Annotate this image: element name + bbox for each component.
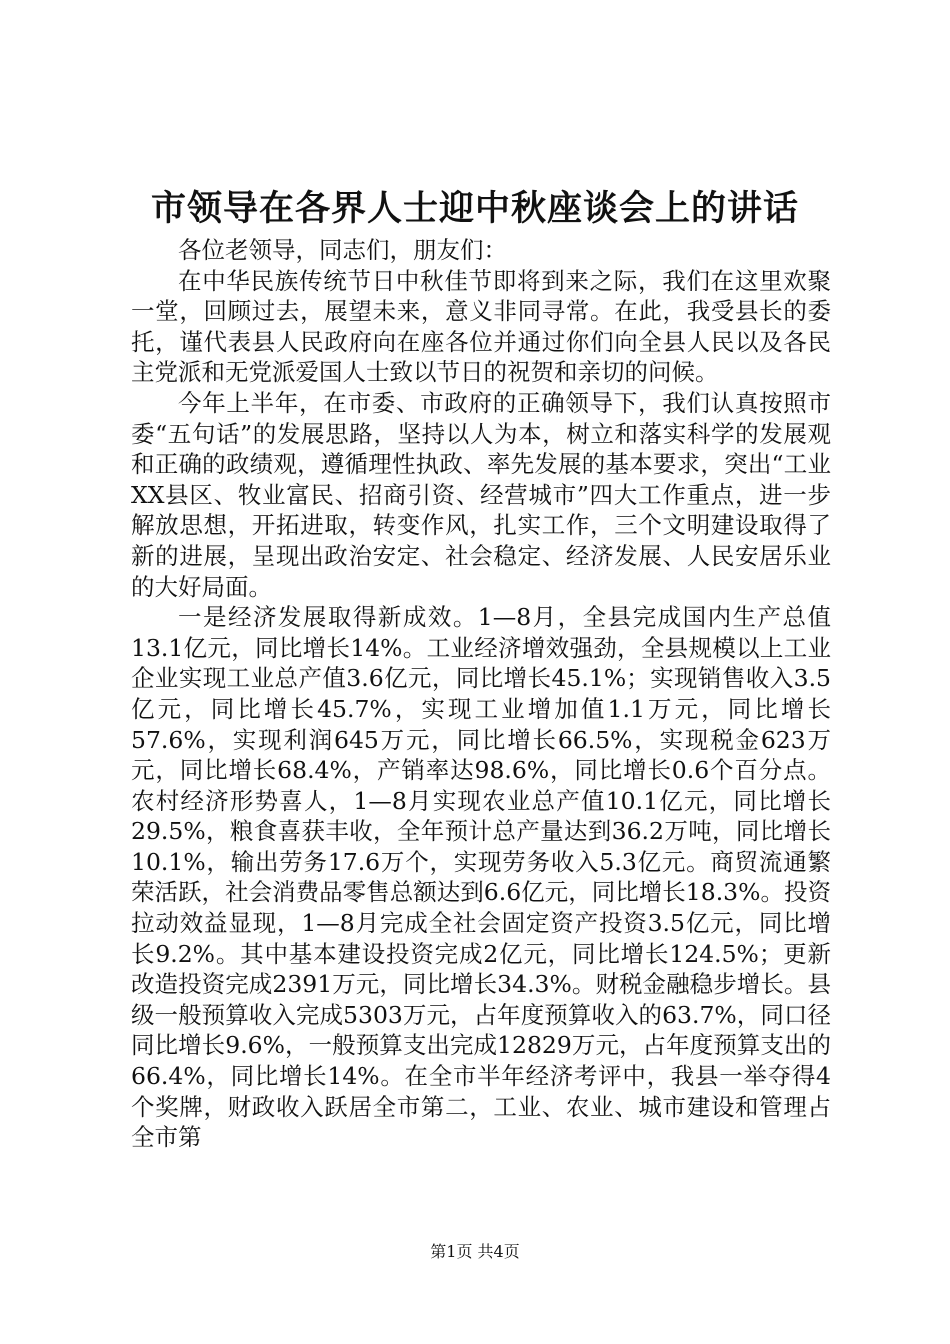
- salutation: 各位老领导，同志们，朋友们：: [178, 236, 507, 264]
- paragraph-summary: 今年上半年，在市委、市政府的正确领导下，我们认真按照市委“五句话”的发展思路，坚持以人为本，树立和落实科学的发展观和正确的政绩观，遵循理性执政、率先发展的基本要求，突出“工业XX县区、牧业富民、招商引资、经营城市”四大工作重点，进一步解放思想，开拓进取，转变作风，扎实工作，三个文明建设取得了新的进展，呈现出政治安定、社会稳定、经济发展、人民安居乐业的大好局面。: [131, 388, 831, 601]
- document-body: [131, 235, 831, 1153]
- paragraph-greeting: 在中华民族传统节日中秋佳节即将到来之际，我们在这里欢聚一堂，回顾过去，展望未来，意义非同寻常。在此，我受县长的委托，谨代表县人民政府向在座各位并通过你们向全县人民以及各民主党派和无党派爱国人士致以节日的祝贺和亲切的问候。: [131, 266, 831, 387]
- page-indicator: 第1页 共4页: [430, 1242, 520, 1261]
- document-title: 市领导在各界人士迎中秋座谈会上的讲话: [150, 188, 799, 229]
- paragraph-economy: 一是经济发展取得新成效。1—8月，全县完成国内生产总值13.1亿元，同比增长14%。工业经济增效强劲，全县规模以上工业企业实现工业总产值3.6亿元，同比增长45.1%；实现销售收入3.5亿元，同比增长45.7%，实现工业增加值1.1万元，同比增长57.6%，实现利润645万元，同比增长66.5%，实现税金623万元，同比增长68.4%，产销率达98.6%，同比增长0.6个百分点。农村经济形势喜人，1—8月实现农业总产值10.1亿元，同比增长29.5%，粮食喜获丰收，全年预计总产量达到36.2万吨，同比增长10.1%，输出劳务17.6万个，实现劳务收入5.3亿元。商贸流通繁荣活跃，社会消费品零售总额达到6.6亿元，同比增长18.3%。投资拉动效益显现，1—8月完成全社会固定资产投资3.5亿元，同比增长9.2%。其中基本建设投资完成2亿元，同比增长124.5%；更新改造投资完成2391万元，同比增长34.3%。财税金融稳步增长。县级一般预算收入完成5303万元，占年度预算收入的63.7%，同口径同比增长9.6%，一般预算支出完成12829万元，占年度预算支出的66.4%，同比增长14%。在全市半年经济考评中，我县一举夺得4个奖牌，财政收入跃居全市第二，工业、农业、城市建设和管理占全市第: [131, 603, 831, 1152]
